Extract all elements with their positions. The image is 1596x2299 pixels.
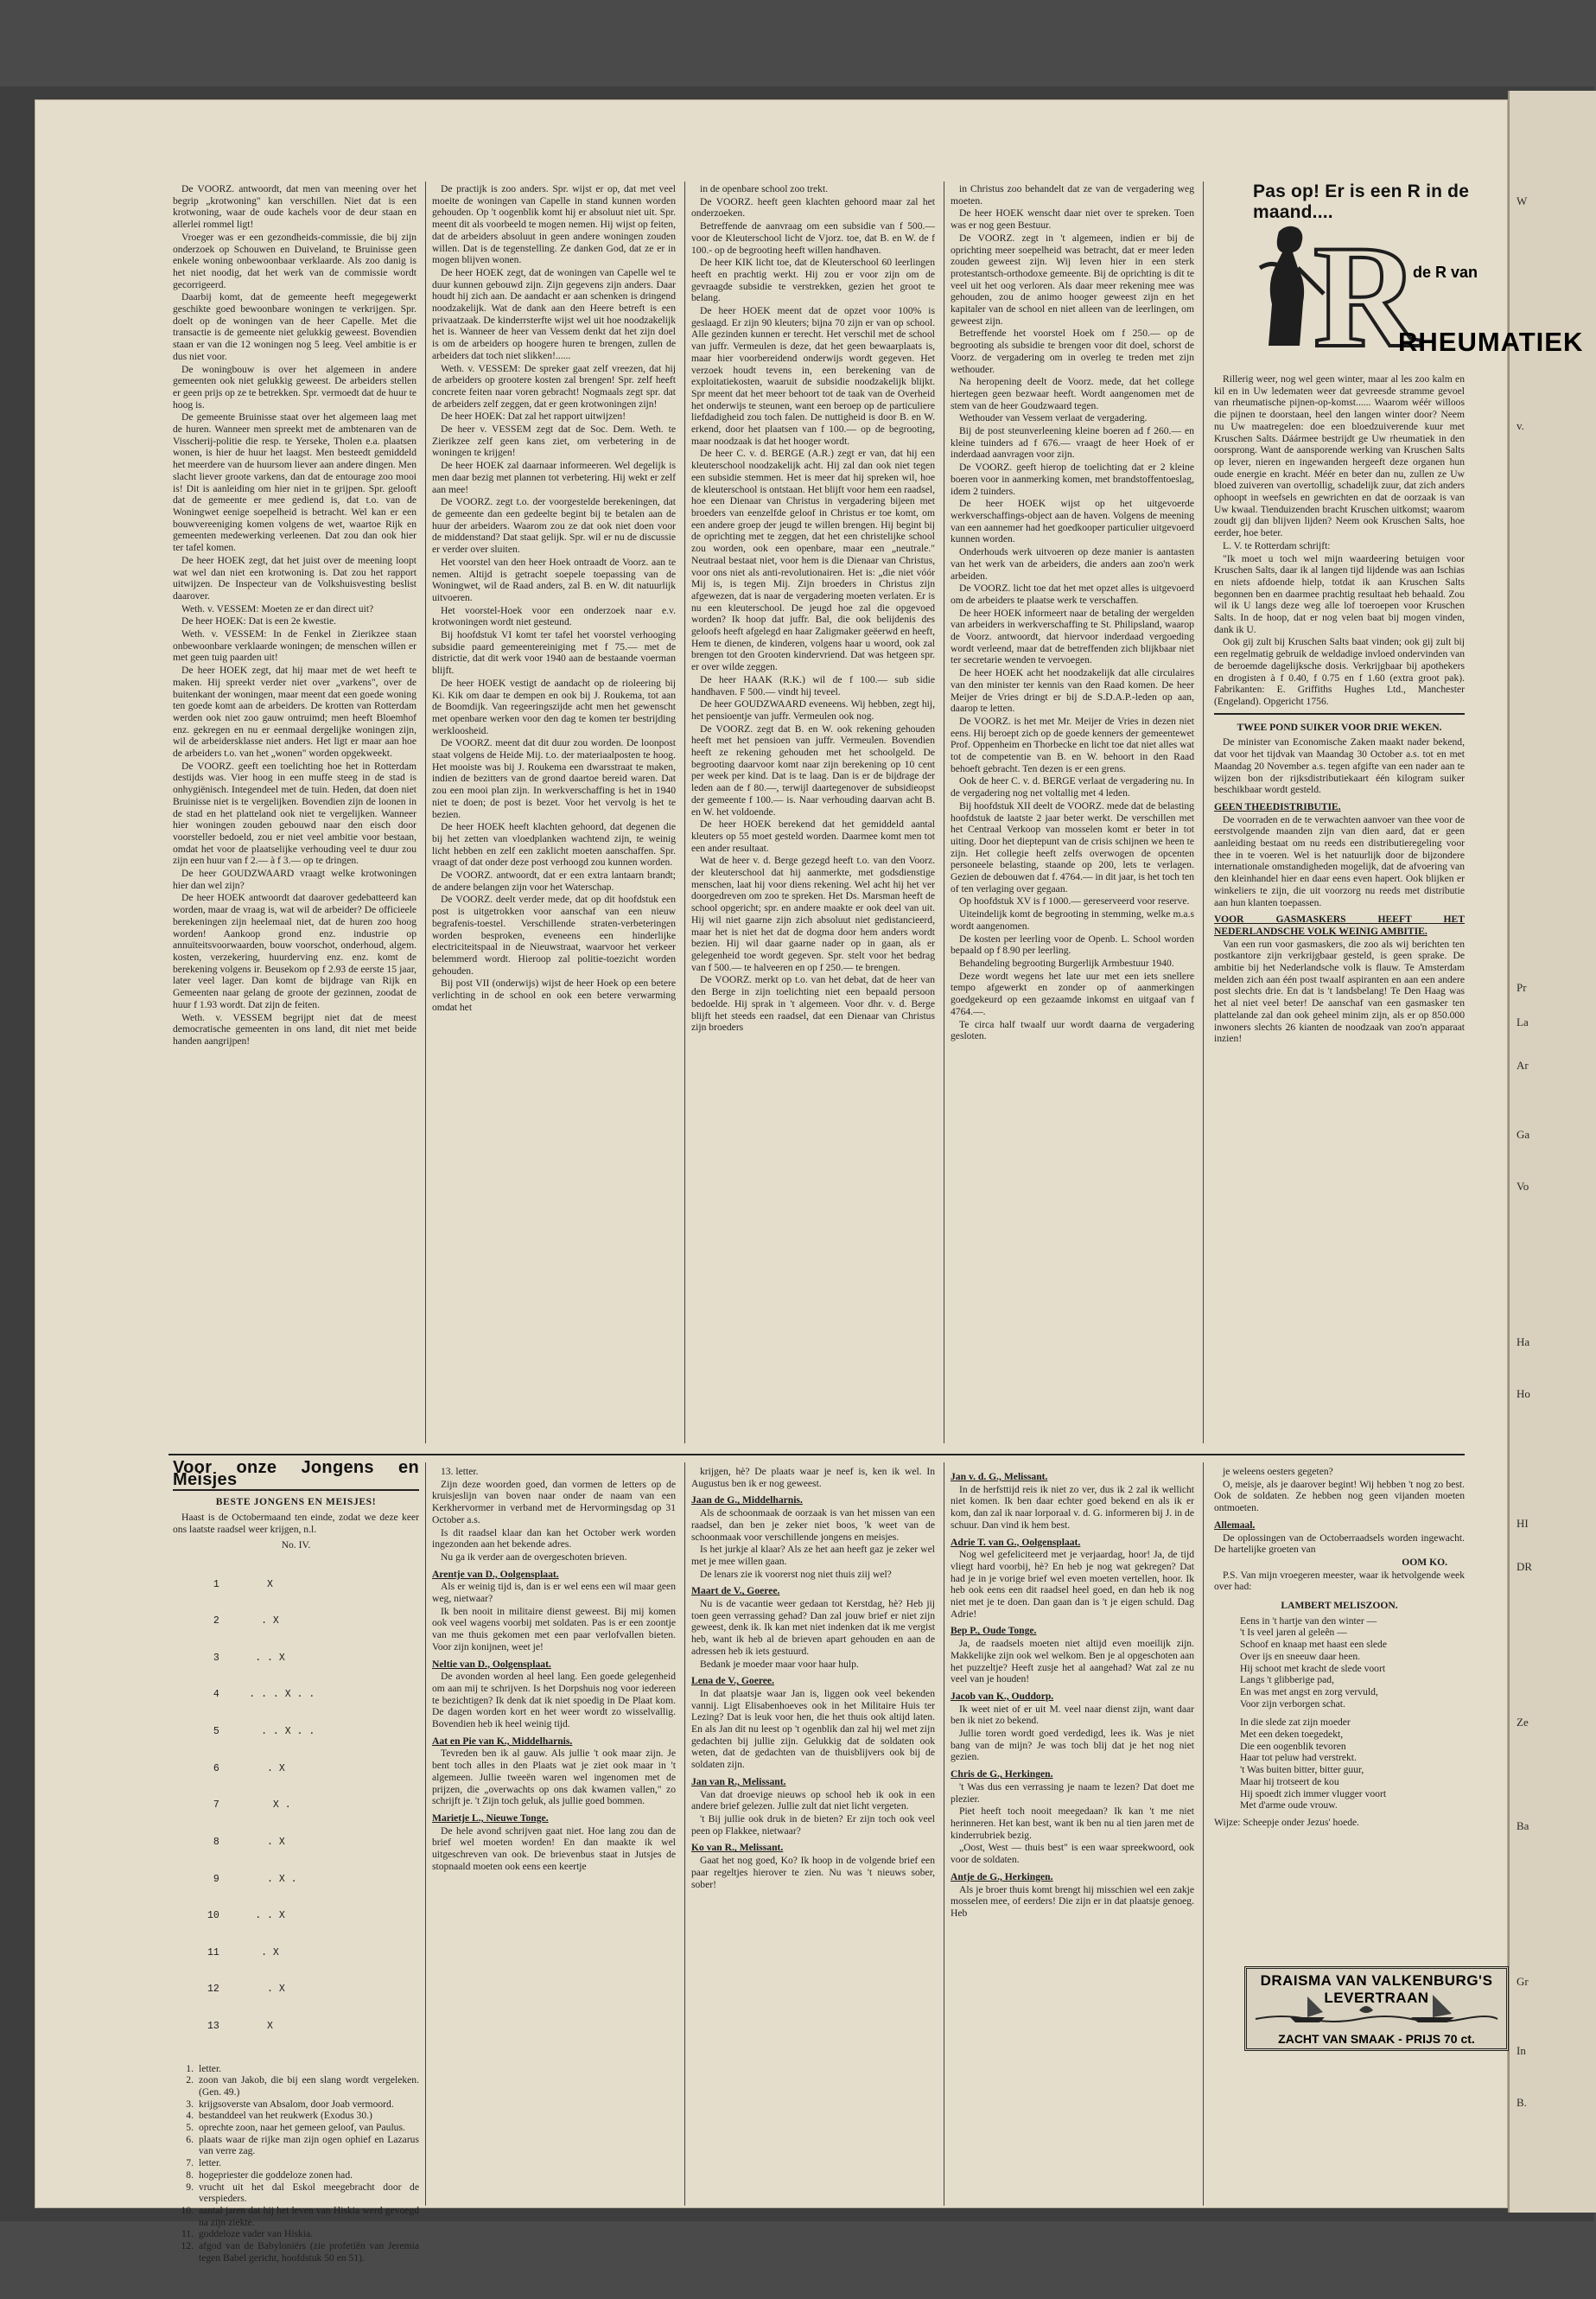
puzzle-row: 4 . . . X . . xyxy=(207,1689,315,1701)
poem-line: Schoof en knaap met haast een slede xyxy=(1240,1639,1387,1651)
paragraph: O, meisje, als je daarover begint! Wij hebben 't nog zo best. Ook de soldaten. Ze hebben nog geen vijanden moeten ontmoeten. xyxy=(1214,1478,1465,1514)
clue-number: 8. xyxy=(186,2168,194,2181)
paragraph: De hele avond schrijven gaat niet. Hoe lang zou dan de brief wel moeten worden! En dan maakte ik wel uitgeschreven van ook. De brievenbus staat in Jutsjes de stopnaald moeten ook eens een keertje xyxy=(432,1825,676,1872)
clue-number: 11. xyxy=(181,2228,194,2240)
letter-recipient: Allemaal. xyxy=(1214,1519,1256,1531)
clue-text: krijgsoverste van Absalom, door Joab vermoord. xyxy=(199,2098,394,2110)
clue-number: 4. xyxy=(186,2110,194,2122)
letter-recipient: Aat en Pie van K., Middelharnis. xyxy=(432,1735,573,1747)
paragraph: Bedank je moeder maar voor haar hulp. xyxy=(700,1658,859,1670)
paragraph: De heer HOEK zegt, dat hij maar met de wet heeft te maken. Hij spreekt verder niet over „varkens", over de buitenkant der woningen, maar meent dat een goede woning ten goede komt aan de arbeiders. De krotten van Rotterdam werden ook niet zoo gauw ontruimd; men heeft Bloemhof enz. gekregen en nu er eenmaal dergelijke woningen zijn, wil de arbeidersklasse niet anders. Het ligt er maar aan hoe de arbeiders t.o. van het „wonen" worden opgekweekt. xyxy=(173,665,416,760)
paragraph: Als je broer thuis komt brengt hij misschien wel een zakje mosselen mee, of eerders! Die zijn er in dat plaatsje genoeg. Heb xyxy=(951,1883,1194,1919)
paragraph: Vroeger was er een gezondheids-commissie, die bij zijn onderzoek op Schouwen en Duiveland, te Bruinisse geen enkele woning onbewoonbaar verklaarde. Als zoo danig is het niet noodig, dat het werk van de commissie wordt gecorrigeerd. xyxy=(173,231,416,290)
paragraph: Als er weinig tijd is, dan is er wel eens een wil maar geen weg, nietwaar? xyxy=(432,1581,676,1605)
clue-text: vrucht uit het dal Eskol meegebracht door de verspieders. xyxy=(199,2181,419,2205)
clue-text: oprechte zoon, naar het gemeen geloof, van Paulus. xyxy=(199,2122,405,2134)
paragraph: De gemeente Bruinisse staat over het algemeen laag met de huren. Wanneer men spreekt met de ambtenaren van de Visscherij-politie die resp. te Yerseke, Tholen e.a. plaatsen wonen, is hier de huur het laagst. Men besteedt gemiddeld het meerdere van de huursom liever aan andere dingen. Men slacht liever groote varkens, dan dat de entourage zoo mooi is! Dit is aanleiding om hier niet in te grijpen. Spr. gelooft dat de gemeente er mee gediend is, dat t.o. van de Woningwet eenige soepelheid is betracht. Wel kan er een bouwvereeniging komen volgens de wet, waartoe Rijk en gemeenten medewerking verleenen. Dat zou dan ook hier ter tafel komen. xyxy=(173,411,416,554)
kids-column-5 xyxy=(1214,1466,1465,1958)
paragraph: De heer GOUDZWAARD eveneens. Wij hebben, zegt hij, het pensioentje van juffr. Vermeulen ook nog. xyxy=(691,698,935,722)
edge-fragment: Pr xyxy=(1517,981,1527,994)
paragraph: De heer HOEK acht het noodzakelijk dat alle circulaires van den minister ter kennis van den Raad komen. De heer Meijer de Vries dringt er bij de S.D.A.P.-leden op aan, daarop te letten. xyxy=(951,667,1194,715)
paragraph: De oplossingen van de Octoberraadsels worden ingewacht. De hartelijke groeten van xyxy=(1214,1532,1465,1556)
poem-line: Voor zijn verborgen schat. xyxy=(1240,1697,1345,1710)
paragraph: Wethouder van Vessem verlaat de vergadering. xyxy=(959,412,1148,424)
paragraph: 13. letter. xyxy=(441,1466,479,1477)
paragraph: De practijk is zoo anders. Spr. wijst er op, dat met veel moeite de woningen van Capelle in stand kunnen worden gehouden. Op 't oogenblik komt hij er absoluut niet uit. Spr. meent dit als voorbeeld te mogen nemen. Hij wijst op feiten, dat de arbeiders absoluut in geen andere woningen zouden willen. Dat is de tegenstelling. Ze danken God, dat ze er in mogen blijven wonen. xyxy=(432,183,676,266)
paragraph: Haast is de Octobermaand ten einde, zodat we deze keer ons laatste raadsel weer krijgen, n.l. xyxy=(173,1512,419,1535)
paragraph: Weth. v. VESSEM: In de Fenkel in Zierikzee staan onbewoonbare verklaarde woningen; de menschen willen er met geen tuig paarden uit! xyxy=(173,628,416,664)
paragraph: „Oost, West — thuis best" is een waar spreekwoord, ook voor de soldaten. xyxy=(951,1842,1194,1866)
paragraph: Daarbij komt, dat de gemeente heeft megegewerkt geschikte goed bewoonbare woningen te verkrijgen. Spr. doelt op de woningen van de heer Capelle. Met die transactie is de gemeente niet gelukkig geweest. Bovendien staan er van die 12 woningen nog 5 leeg. Veel ambitie is er dus niet voor. xyxy=(173,291,416,362)
paragraph: Nog wel gefeliciteerd met je verjaardag, hoor! Ja, de tijd vliegt hard voorbij, hè? En heb je nog wat gekregen? Dat had je in je vorige brief wel even moeten vertellen, hoor. Ik heb ook eens een dit raadsel heel goed, en dan heb ik nog niet met je te doen. Dan gaan dan is 't je eigen schuld. Dag Adrie! xyxy=(951,1549,1194,1620)
paragraph: De heer GOUDZWAARD vraagt welke krotwoningen hier dan wel zijn? xyxy=(173,868,416,891)
paragraph: in de openbare school zoo trekt. xyxy=(700,183,829,194)
paragraph: Bij hoofdstuk VI komt ter tafel het voorstel verhooging subsidie paard gemeentereiniging met f 75.— met de districtie, dat dit werk voor 1940 aan de bestaande voerman blijft. xyxy=(432,629,676,677)
paragraph: Weth. v. VESSEM begrijpt niet dat de meest democratische gemeenten in ons land, dit niet met beide handen aangrijpen! xyxy=(173,1011,416,1047)
paragraph: De VOORZ. geeft een toelichting hoe het in Rotterdam destijds was. Vier hoog in een muffe steeg in de stad is onhygiënisch. Integendeel met de tuin. Heden, dat doen niet Bruinisse niet is te vergelijken. Bovendien zijn de loonen in de stad en het platteland ook niet te vergelijken. Wanneer hier woningen zouden gebouwd naar den eisch door voorsteller bedoeld, zou er niet veel ambitie voor bestaan, omdat het voor de plaatselijke verhouding veel te duur zou zijn een huur van f 2.— à f 3.— op te dringen. xyxy=(173,760,416,867)
paragraph: De heer HOEK meent dat de opzet voor 100% is geslaagd. Er zijn 90 kleuters; bijna 70 zijn er van op school. Alle gezinden kunnen er terecht. Het verschil met de school van juffr. Vermeulen is deze, dat het geen bewaarplaats is, maar hier voorbereidend onderwijs wordt gegeven. Het verzoek houdt tevens in, een berekening van de exploitatiekosten, waaruit de subsidie noodzakelijk blijkt. Spr meent dat het meer behoort tot de taak van de Overheid het onderwijs te steunen, want een beroep op de particuliere liefdadigheid zou toch falen. De nuttigheid is door B. en W. erkend, door het plaatsen van f 100.— op de begrooting, maar noodzaak is dat het hooger wordt. xyxy=(691,305,935,447)
column-5 xyxy=(1214,373,1465,1419)
paragraph: De woningbouw is over het algemeen in andere gemeenten ook niet gelukkig geweest. De arbeiders stellen er geen prijs op ze te betrekken. Spr. vermoedt dat de huur te hoog is. xyxy=(173,363,417,411)
edge-fragment: Ba xyxy=(1517,1819,1529,1832)
paragraph: Gaat het nog goed, Ko? Ik hoop in de volgende brief een paar regeltjes hierover te zien. Nu was 't nieuws sober, sober! xyxy=(691,1855,935,1890)
poem xyxy=(1240,1615,1465,1812)
adjacent-page-edge xyxy=(1508,91,1596,2213)
poem-line: Hij spoedt zich immer vlugger voort xyxy=(1240,1787,1387,1799)
paragraph: Behandeling begrooting Burgerlijk Armbestuur 1940. xyxy=(959,958,1174,969)
paragraph: De VOORZ. meent dat dit duur zou worden. De loonpost staat volgens de Heide Mij. t.o. der materiaalposten te hoog. Het mooiste was bij J. Roukema een dwarsstraat te maken, indien de bezitters van de grond daartoe bereid waren. Dat zou een mooi plan zijn. In werkverschaffing is het in 1940 niet te doen; de post is bezet. Voor het vervolg is het te bezien. xyxy=(432,737,676,820)
clue-item xyxy=(173,2228,419,2240)
paragraph: De heer v. VESSEM zegt dat de Soc. Dem. Weth. te Zierikzee zelf geen kans ziet, om verbetering in de woningen te krijgen! xyxy=(432,424,676,459)
letter-recipient: Marietje L., Nieuwe Tonge. xyxy=(432,1812,549,1824)
paragraph: De VOORZ. zegt t.o. der voorgestelde berekeningen, dat de gemeente dan een gedeelte begint bij te betalen aan de huur der arbeiders. Waarom zou ze dat ook niet doen voor de middenstand? Dat staat gelijk. Spr. wil er nu de discussie er verder over sluiten. xyxy=(432,496,676,556)
clue-text: afgod van de Babyloniërs (zie profetiën van Jeremia tegen Babel gericht, hoofdstuk 50 en 51). xyxy=(199,2240,419,2264)
kids-column-1 xyxy=(173,1458,419,2264)
puzzle-row: 8 . X xyxy=(207,1836,285,1848)
clue-item xyxy=(173,2122,419,2134)
puzzle-row: 10 . . X xyxy=(207,1910,285,1922)
paragraph: Deze wordt wegens het late uur met een iets snellere tempo afgewerkt en zonder op of aanmerkingen goedgekeurd op een gezaamde inkomst en uitgaaf van f 4764.—. xyxy=(951,970,1194,1017)
paragraph: Bij de post steunverleening kleine boeren ad f 260.— en kleine tuinders ad f 676.— vraagt de heer Hoek of er inderdaad aanvragen voor zijn. xyxy=(951,425,1194,461)
fishing-boat-illustration xyxy=(1256,1993,1493,2026)
paragraph: "Ik moet u toch wel mijn waardeering betuigen voor Kruschen Salts, daar ik al langen tijd lijdende was aan Ischias en niets afdoende hielp, totdat ik aan Kruschen Salts begonnen ben en daarmee prachtig resultaat heb behaald. Zou wil ik U langs deze weg alle lof toeroepen voor Kruschen Salts. In de hoop, dat er nog velen baat bij mogen vinden, dank ik U. xyxy=(1214,552,1465,635)
article-heading: GEEN THEEDISTRIBUTIE. xyxy=(1214,800,1341,812)
clue-text: letter. xyxy=(199,2062,222,2074)
paragraph: Rillerig weer, nog wel geen winter, maar al les zoo kalm en kil en in Uw ledematen weer dat gevreesde stramme gevoel van rheumatische pijnen-op-komst...... Waarom wéér willoos die pijnen te doorstaan, heel den langen winter door? Neem nu Uw maatregelen: doe een bloedzuiverende kuur met Kruschen Salts. Dáármee bestrijdt ge Uw rheumatiek in den oorsprong. Want de aansporende werking van Kruschen Salts op lever, nieren en ingewanden hergeeft deze organen hun oude energie en kracht. Méér en beter dan nu, zullen ze Uw bloed zuiveren van overtollig, schadelijk zuur, dat zich anders ophoopt in weefsels en gewrichten en dat de oorzaak is van Uw kwaal. Tienduizenden bracht Kruschen uitkomst; waarom zoudt gij dan blijven lijden? Neem ook Kruschen Salts, hoe eerder, hoe beter. xyxy=(1214,373,1465,539)
poem-line: 't Was buiten bitter, bitter guur, xyxy=(1240,1764,1364,1776)
paragraph: De heer HOEK vestigt de aandacht op de rioleering bij Ki. Kik om daar te dempen en ook bij J. Roukema, tot aan de Boomdijk. Van regeeringszijde acht men het gewenscht met openbare werken voor den dag te komen ter bestrijding werkloosheid. xyxy=(432,677,676,736)
paragraph: De heer HOEK informeert naar de betaling der wergelden van arbeiders in werkverschaffing te St. Philipsland, waarop de Voorz. antwoordt, dat hiervoor inderdaad vergoeding wordt verleend, maar dat de betreffenden zich blijkbaar niet ter secretarie wenden te vervoegen. xyxy=(951,607,1194,666)
paragraph: Ik ben nooit in militaire dienst geweest. Bij mij komen ook veel wagens voorbij met soldaten. Pas is er een zoontje van me thuis gekomen met een paar verlofvallen bieten. Voor zijn konijnen, weet je! xyxy=(432,1605,676,1653)
edge-fragment: W xyxy=(1517,194,1528,207)
poem-line: Met d'arme oude vrouw. xyxy=(1240,1799,1338,1812)
letter-recipient: Antje de G., Herkingen. xyxy=(951,1870,1053,1882)
paragraph: Wat de heer v. d. Berge gezegd heeft t.o. van den Voorz. der kleuterschool dat hij aanmerkte, met godsdienstige menschen, laat hij voor diens rekening. Wel acht hij het ver doorgedreven om zoo te spreken. Het Ds. Marsman heeft de school opgericht; spr. en andere maakte er ook deel van uit. Hij wil niet gaarne zijn zich absoluut niet gedistancieerd, maar het is niet het dat de dogma door hem anders wordt bezien. Hij wil daar gaarne nader op in gaan, als er gelegenheid toe wordt gegeven. Spr. stelt voor het bedrag van f 500.— te halveeren en op f 250.— te brengen. xyxy=(691,855,935,973)
letter-recipient: Maart de V., Goeree. xyxy=(691,1585,780,1597)
kids-column-3 xyxy=(691,1466,935,2209)
edge-fragment: Gr xyxy=(1517,1975,1529,1988)
paragraph: L. V. te Rotterdam schrijft: xyxy=(1223,539,1331,551)
clue-number: 12. xyxy=(181,2240,194,2252)
paragraph: De VOORZ. is het met Mr. Meijer de Vries in dezen niet eens. Hij beroept zich op de goede kenners der gemeentewet Prof. Oppenheim en Thorbecke en licht toe dat niet alles wat tot de competentie van B. en W. behoort in den Raad behoeft gebracht. Ten dezen is er een grens. xyxy=(951,715,1194,774)
letter-recipient: Bep P., Oude Tonge. xyxy=(951,1625,1037,1637)
edge-fragment: Ze xyxy=(1517,1716,1529,1729)
column-rule xyxy=(1203,1462,1204,2206)
kids-column-2 xyxy=(432,1466,676,2209)
svg-text:R: R xyxy=(1313,215,1420,378)
clue-text: goddeloze vader van Hiskia. xyxy=(199,2228,313,2240)
clue-text: plaats waar de rijke man zijn ogen ophief en Lazarus van verre zag. xyxy=(199,2133,419,2157)
edge-fragment: La xyxy=(1517,1016,1529,1028)
poem-line: 't Is veel jaren al geleên — xyxy=(1240,1627,1347,1639)
paragraph: Als de schoonmaak de oorzaak is van het missen van een raadsel, dan ben je zeker niet boos, 'k weet van de schoonmaak voor verschillende jongens en meisjes. xyxy=(691,1507,935,1543)
banner-rule xyxy=(173,1489,419,1491)
column-4 xyxy=(951,183,1194,1419)
puzzle-row: 9 . X . xyxy=(207,1873,297,1885)
puzzle-row: 13 X xyxy=(207,2020,273,2032)
paragraph: De heer HOEK heeft klachten gehoord, dat degenen die bij het zetten van vloedplanken wachtend zijn, te weinig licht hebben en zelf een zaklicht moeten aanschaffen. Spr. vraagt of dat onder deze post verhoogd zou kunnen worden. xyxy=(432,821,676,869)
poem-title: LAMBERT MELISZOON. xyxy=(1281,1600,1398,1612)
column-3 xyxy=(691,183,935,1419)
paragraph: Tevreden ben ik al gauw. Als jullie 't ook maar zijn. Je bent toch alles in den Plaats wat je ziet ook maar in 't algemeen. Jullie tweeën waren wel ingenomen met de prijzen, die „overwachts op ons dak kwamen vallen," zo schrijft je. 't Zijn toch geluk, als jullie goed bommen. xyxy=(432,1748,676,1807)
paragraph: De heer HOEK wenscht daar niet over te spreken. Toen was er nog geen Bestuur. xyxy=(951,207,1194,232)
puzzle-row: 3 . . X xyxy=(207,1652,285,1664)
paragraph: De heer C. v. d. BERGE (A.R.) zegt er van, dat hij een kleuterschool noodzakelijk acht. Hij zal dan ook niet tegen een subsidie stemmen. Het is meer dat hij spreken wil, hoe de kleuterschool is ontstaan. Het blijft voor hem een raadsel, hoe een Dienaar van Christus in vergadering bijeen met broeders van eenzelfde geloof in Christus er toe komt, om een andere groep der jeugd te willen brengen. Hij begint bij de oprichting met te zeggen, dat het een christelijke school zou worden, ook een openbare, maar een „neutrale." Neutraal bestaat niet, voor hem is die Dienaar van Christus, voor ons niet als anti-revolutionairen. Het is: „die niet vóór Mij is, is tegen Mij. Zijn broeders in Christus zijn afgewezen, dat is naar de vergadering moeten verlaten. Er is nu een kleuterschool. De jeugd hoe zal die opgevoed worden? Ik hoop dat juffr. Bal, die ook belijdenis des geloofs heeft afgelegd en haar Zaligmaker geëerwd en heeft, Hem te dienen, de kinderen, volgens haar u woord, ook zal brengen tot den Grooten kindervriend. Dat was hetgeen spr. er over wilde zeggen. xyxy=(691,448,935,673)
paragraph: De minister van Economische Zaken maakt nader bekend, dat voor het tijdvak van Maandag 30 October a.s. tot en met Maandag 20 November a.s. tegen afgifte van een nader aan te wijzen bon der rijksdistributiekaart één kilogram suiker beschikbaar wordt gesteld. xyxy=(1214,736,1465,796)
kids-column-4 xyxy=(951,1466,1194,2209)
poem-line: Haar tot peluw had verstrekt. xyxy=(1240,1752,1357,1764)
paragraph: Zijn deze woorden goed, dan vormen de letters op de kruisjeslijn van boven naar onder de naam van een Kerkhervormer in verband met de Hervormingsdag op 31 October a.s. xyxy=(432,1478,676,1525)
paragraph: Ik weet niet of er uit M. veel naar dienst zijn, want daar ben ik niet zo bekend. xyxy=(951,1703,1194,1727)
article-heading: TWEE POND SUIKER VOOR DRIE WEKEN. xyxy=(1237,721,1442,733)
clue-text: zoon van Jakob, die bij een slang wordt vergeleken. (Gen. 49.) xyxy=(199,2074,419,2098)
edge-fragment: DR xyxy=(1517,1560,1533,1573)
clue-number: 6. xyxy=(186,2133,194,2145)
poem-line: Met een deken toegedekt, xyxy=(1240,1729,1344,1741)
letter-recipient: Jan v. d. G., Melissant. xyxy=(951,1471,1048,1482)
edge-fragment: In xyxy=(1517,2044,1526,2057)
clue-item xyxy=(173,2157,419,2169)
column-rule xyxy=(684,1462,685,2206)
puzzle-row: 2 . X xyxy=(207,1615,279,1627)
advert-slogan: ZACHT VAN SMAAK - PRIJS 70 ct. xyxy=(1278,2032,1475,2046)
puzzle-row: 5 . . X . . xyxy=(207,1726,315,1738)
paragraph: krijgen, hè? De plaats waar je neef is, ken ik wel. In Augustus ben ik er nog geweest. xyxy=(691,1466,935,1489)
paragraph: Uiteindelijk komt de begrooting in stemming, welke m.a.s wordt aangenomen. xyxy=(951,908,1194,932)
crossword-puzzle xyxy=(207,1554,419,2057)
poem-line: Die een oogenblik tevoren xyxy=(1240,1740,1346,1752)
clue-number: 9. xyxy=(186,2181,194,2193)
paragraph: Betreffende de aanvraag om een subsidie van f 500.— voor de Kleuterschool licht de Vjorz. toe, dat B. en W. de f 100.- op de begrooting heeft willen handhaven. xyxy=(691,220,935,256)
edge-fragment: Ho xyxy=(1517,1387,1530,1400)
paragraph: 't Bij jullie ook druk in de bieten? Er zijn toch ook veel peen op Flakkee, nietwaar? xyxy=(691,1812,935,1837)
clue-list xyxy=(173,2063,419,2264)
paragraph: Ook de heer C. v. d. BERGE verlaat de vergadering nu. In de vergadering nog net voltallig met 4 leden. xyxy=(951,775,1194,799)
paragraph: De lenars zie ik voorerst nog niet thuis ziij wel? xyxy=(700,1568,892,1580)
paragraph: De VOORZ. licht toe dat het met opzet alles is uitgevoerd om de arbeiders te plaatse werk te verschaffen. xyxy=(951,583,1194,606)
puzzle-row: 7 X . xyxy=(207,1799,291,1812)
paragraph: Van dat droevige nieuws op school heb ik ook in een andere brief gelezen. Jullie zult dat niet licht vergeten. xyxy=(691,1788,935,1812)
paragraph: Ja, de raadsels moeten niet altijd even moeilijk zijn. Makkelijke zijn ook wel welkom. Ben je al opgeschoten aan het puzzeltje? Heeft zusje het al aangehad? Wat zal ze nu veel van je houden! xyxy=(951,1638,1194,1685)
poem-line: Maar hij trotseert de kou xyxy=(1240,1775,1339,1787)
edge-fragment: v. xyxy=(1517,419,1524,432)
paragraph: Van een run voor gasmaskers, die zoo als wij berichten ten postkantore zijn verkrijgbaar gesteld, is geen sprake. De ambitie bij het Nederlandsche volk is flauw. Te Amsterdam melden zich aan één post twaalf aspiranten en aan een andere post slechts drie. En dat is 't landsbelang! Te Den Haag was het al niet veel beter! De aanschaf van een gasmasker ten plattelande zal dan ook geheel minim zijn, als er op 850.000 inwoners slechts 26 kianten de noodzaak van zoo'n apparaat inzien! xyxy=(1214,938,1465,1045)
clue-item xyxy=(173,2098,419,2111)
edge-fragment: Ar xyxy=(1517,1059,1529,1072)
paragraph: De heer HOEK zal daarnaar informeeren. Wel degelijk is men daar bezig met plannen tot verbetering. Hij wekt er zelf aan mee! xyxy=(432,460,676,495)
edge-fragment: B. xyxy=(1517,2096,1527,2109)
paragraph: De VOORZ. merkt op t.o. van het debat, dat de heer van den Berge in zijn toelichting niet een bepaald persoon bedoelde. Hij sprak in 't algemeen. Voor dhr. v. d. Berge blijft het steeds een raadsel, dat een Dienaar van Christus zijn broeders xyxy=(691,974,935,1034)
paragraph: je weleens oesters gegeten? xyxy=(1223,1466,1333,1477)
paragraph: Is het jurkje al klaar? Als ze het aan heeft gaz je zeker wel met je mee willen gaan. xyxy=(691,1544,935,1567)
puzzle-row: 6 . X xyxy=(207,1762,285,1774)
paragraph: Onderhouds werk uitvoeren op deze manier is aantasten van het werk van de arbeiders, die anders aan zoo'n werk arbeiden. xyxy=(951,546,1194,582)
advert-headline: Pas op! Er is een R in de maand.... xyxy=(1253,182,1470,222)
clue-number: 3. xyxy=(186,2098,194,2110)
letter-recipient: Jan van R., Melissant. xyxy=(691,1775,786,1787)
letter-recipient: Chris de G., Herkingen. xyxy=(951,1768,1053,1780)
poem-line: En was met angst en zorg vervuld, xyxy=(1240,1685,1378,1697)
letter-recipient: Jacob van K., Ouddorp. xyxy=(951,1690,1054,1702)
paragraph: Het voorstel van den heer Hoek ontraadt de Voorz. aan te nemen. Altijd is getracht soepele toepassing van de Woningwet, wil de Raad anders, zal B. en W. dit natuurlijk uitvoeren. xyxy=(432,556,676,603)
paragraph: Het voorstel-Hoek voor een onderzoek naar e.v. krotwoningen wordt niet gesteund. xyxy=(432,604,676,628)
section-divider xyxy=(169,1454,1465,1455)
letter-recipient: Adrie T. van G., Oolgensplaat. xyxy=(951,1536,1081,1548)
clue-number: 5. xyxy=(186,2122,194,2134)
clue-item xyxy=(173,2063,419,2075)
paragraph: De avonden worden al heel lang. Een goede gelegenheid om aan mij te schrijven. Is het Dorpshuis nog voor iedereen te bezichtigen? Ik denk dat ik niet spoedig in De Plaat kom. De dagen worden kort en het weer wordt zo wisselvallig. Bovendien heb ik heel weinig tijd. xyxy=(432,1671,676,1730)
clue-text: hogepriester die goddeloze zonen had. xyxy=(199,2168,353,2181)
clue-item xyxy=(173,2205,419,2228)
paragraph: De heer HOEK zegt, dat de woningen van Capelle wel te duur kunnen gebouwd zijn. Zijn gegevens zijn anders. Daar houdt hij zich aan. De aandacht er aan schenken is dringend noodzakelijk. Wat de dank aan den Heere betreft is een privaatzaak. De kinderrsterfte wijst wel uit hoe noodzakelijk het is. Wanneer de heer van Vessem denkt dat het zijn doel is om de arbeiders op hoogere huren te brengen, zullen de arbeiders dat toch niet slikken!...... xyxy=(432,266,676,361)
section-rule xyxy=(1214,713,1465,715)
paragraph: De VOORZ. antwoordt, dat men van meening over het begrip „krotwoning" kan verschillen. Niet dat is een krotwoning, waar de oude kachels voor de deur staan en allerlei rommel ligt! xyxy=(173,183,416,231)
column-rule xyxy=(425,1462,426,2206)
paragraph: Ook gij zult bij Kruschen Salts baat vinden; ook gij zult bij een regelmatig gebruik de weldadige invloed ondervinden van de beroemde dagelijksche dosis. Verkrijgbaar bij apothekers en drogisten à f 0.40, f 0.75 en f 1.60 (extra groot pak). Fabrikanten: E. Griffiths Hughes Ltd., Manchester (Engeland). Opgericht 1756. xyxy=(1214,636,1465,707)
paragraph: De VOORZ. heeft geen klachten gehoord maar zal het onderzoeken. xyxy=(691,195,935,220)
paragraph: De heer HOEK: Dat is een 2e kwestie. xyxy=(181,615,336,627)
clue-item xyxy=(173,2110,419,2122)
paragraph: Nu ga ik verder aan de overgeschoten brieven. xyxy=(441,1551,627,1563)
letter-recipient: Ko van R., Melissant. xyxy=(691,1842,784,1854)
paragraph: De VOORZ. antwoordt, dat er een extra lantaarn brandt; de andere belangen zijn voor het Waterschap. xyxy=(432,869,676,893)
poem-line: Eens in 't hartje van den winter — xyxy=(1240,1614,1377,1627)
paragraph: Weth. v. VESSEM: Moeten ze er dan direct uit? xyxy=(181,602,374,615)
article-heading: VOOR GASMASKERS HEEFT HET NEDERLANDSCHE VOLK WEINIG AMBITIE. xyxy=(1214,914,1465,937)
kids-salutation: BESTE JONGENS EN MEISJES! xyxy=(215,1496,377,1508)
paragraph: De kosten per leerling voor de Openb. L. School worden bepaald op f 8.90 per leerling. xyxy=(951,933,1194,957)
column-rule xyxy=(684,182,685,1443)
poem-line: Over ijs en sneeuw daar heen. xyxy=(1240,1650,1361,1662)
paragraph: Bij hoofdstuk XII deelt de VOORZ. mede dat de belasting hoofdstuk de laatste 2 jaar beter werkt. De verschillen met het Centraal Verkoop van mosselen komt er beter in tot uiting. Door het dieptepunt van de crisis schijnen we heen te zijn. Het collegie heeft zelfs overwogen de opcenten personeele belasting, staande op 200, lets te verlagen. Gezien de debouwen dat f. 4764.— in dit jaar, is het toch ten of ten verlaging over gegaan. xyxy=(951,799,1194,895)
letter-recipient: Jaan de G., Middelharnis. xyxy=(691,1494,803,1506)
paragraph: De heer HOEK: Dat zal het rapport uitwijzen! xyxy=(441,411,626,423)
clue-item xyxy=(173,2074,419,2098)
paragraph: Jullie toren wordt goed verdedigd, lees ik. Was je niet bang van de mijn? Je was toch blij dat je het nog niet gezien. xyxy=(951,1728,1194,1763)
clue-text: aantal jaren dat hij het leven van Hiskia werd gevoegd na zijn ziekte. xyxy=(199,2204,419,2228)
paragraph: Na heropening deelt de Voorz. mede, dat het college hiertegen geen bezwaar heeft. Wordt aangenomen met de stem van de heer Goudzwaard tegen. xyxy=(951,376,1194,411)
letter-recipient: Arentje van D., Oolgensplaat. xyxy=(432,1568,559,1580)
levertraan-advert xyxy=(1244,1966,1509,2051)
paragraph: Piet heeft toch nooit meegedaan? Ik kan 't me niet herinneren. Het kan best, want ik ben nu al tien jaren met de kinderrubriek bezig. xyxy=(951,1805,1194,1841)
paragraph: De heer HOEK berekend dat het gemiddeld aantal kleuters op 55 moet gesteld worden. Daarmee komt men tot een ander resultaat. xyxy=(691,818,935,854)
advert-subline: de R van xyxy=(1413,264,1478,281)
letter-recipient: Lena de V., Goeree. xyxy=(691,1675,774,1687)
paragraph: In de herfsttijd reis ik niet zo ver, dus ik 2 zal ik wellicht niet komen. Ik ben daar echter goed bekend en als ik er kom, dan zal ik naar lorporaal v. d. G. informeren bij J. in de schuur. Dan vind ik hem best. xyxy=(951,1483,1194,1531)
clue-text: letter. xyxy=(199,2157,222,2169)
edge-fragment: Ha xyxy=(1517,1335,1530,1348)
letter-recipient: Neltie van D., Oolgensplaat. xyxy=(432,1658,551,1670)
paragraph: Is dit raadsel klaar dan kan het October werk worden ingezonden aan het bekende adres. xyxy=(432,1526,676,1551)
paragraph: Te circa half twaalf uur wordt daarna de vergadering gesloten. xyxy=(951,1018,1194,1042)
puzzle-title: No. IV. xyxy=(281,1538,311,1551)
edge-fragment: HI xyxy=(1517,1517,1529,1530)
clue-item xyxy=(173,2134,419,2157)
puzzle-row: 1 X xyxy=(207,1578,273,1590)
clue-item xyxy=(173,2181,419,2205)
paragraph: De heer KIK licht toe, dat de Kleuterschool 60 leerlingen heeft en prachtig werkt. Hij zou er voor zijn om de gevraagde subsidie te verstrekken, gezien het groot te belang. xyxy=(691,257,935,304)
column-2 xyxy=(432,183,676,1419)
paragraph: Betreffende het voorstel Hoek om f 250.— op de begrooting als subsidie te brengen voor dit doel, schorst de Voorz. de vergadering om in overleg te treden met zijn wethouder. xyxy=(951,328,1194,375)
paragraph: De heer HOEK antwoordt dat daarover gedebatteerd kan worden, maar de vraag is, wat wil de arbeider? De officieele berekeningen zijn heelemaal niet, dat de huren zoo hoog worden! Aankoop grond enz. industrie op annuïteitsvoorwaarden, bouw voorschot, onderhoud, algem. kosten, verzekering, huurderving enz. enz. komt de berekening volgens ir. Beusekom op f 2.93 de eerste 15 jaar, later veel lager. Dan komt de bijdrage van Rijk en Gemeenten naar gelang de groote der gezinnen, zoodat de huur f 1.93 wordt. Dat zijn de feiten. xyxy=(173,892,416,1010)
advert-brand: DRAISMA VAN VALKENBURG'S LEVERTRAAN xyxy=(1260,1972,1493,2006)
paragraph: P.S. Van mijn vroegeren meester, waar ik hetvolgende week over had: xyxy=(1214,1569,1465,1593)
paragraph: De heer HOEK zegt, dat het juist over de meening loopt wat wel dan niet een krotwoning is. Dat zou het rapport uitwijzen. De Inspecteur van de Volkshuisvesting beslist daarover. xyxy=(173,554,416,602)
edge-fragment: Vo xyxy=(1517,1180,1529,1193)
clue-number: 2. xyxy=(186,2074,194,2086)
clue-text: bestanddeel van het reukwerk (Exodus 30.) xyxy=(199,2110,372,2122)
clue-number: 7. xyxy=(186,2157,194,2169)
column-1 xyxy=(173,183,416,1419)
clue-number: 10. xyxy=(181,2204,194,2216)
clue-item xyxy=(173,2240,419,2264)
paragraph: De VOORZ. geeft hierop de toelichting dat er 2 kleine boeren voor in aanmerking komen, met brandstoffentoeslag, idem 2 tuinders. xyxy=(951,462,1194,497)
kids-banner: Voor onze Jongens en Meisjes xyxy=(173,1458,419,1489)
paragraph: Weth. v. VESSEM: De spreker gaat zelf vreezen, dat hij de arbeiders op grootere kosten zal brengen! Spr. zelf heeft concrete feiten naar voren gebracht! Nogmaals zegt spr. dat de arbeiders zelf zeggen, dat er geen krotwoningen zijn! xyxy=(432,362,676,410)
paragraph: De VOORZ. deelt verder mede, dat op dit hoofdstuk een post is uitgetrokken voor aanschaf van een nieuw begrafenis-toestel. Verschillende straten-verbeteringen worden besproken, eveneens een hinderlijke electriciteitspaal in de Nieuwstraat, waarvoor het verkeer belemmerd wordt. Hieroop zal politie-toezicht worden gehouden. xyxy=(432,894,676,977)
paragraph: De heer HOEK wijst op het uitgevoerde werkverschaffings-object aan de haven. Volgens de meening van een aannemer had het goedkooper particulier uitgevoerd kunnen worden. xyxy=(951,498,1194,545)
puzzle-row: 12 . X xyxy=(207,1984,285,1996)
column-rule xyxy=(1203,182,1204,1443)
paragraph: De VOORZ. zegt dat B. en W. ook rekening gehouden heeft met het pensioen van juffr. Vermeulen. Bovendien heeft ze rekening gehouden met het schoolgeld. De begrooting daarvoor komt naar zijn berekening op 10 cent per week per kind. Dat is te laag. Dan is er de bijdrage der leden aan de f 80.—, terwijl daartegenover de subsidieopst der gemeente f 100.— is. Naar verhouding daarvan acht B. en W. het voldoende. xyxy=(691,723,935,818)
advert-word: RHEUMATIEK xyxy=(1398,327,1584,357)
puzzle-row: 11 . X xyxy=(207,1946,279,1958)
column-rule xyxy=(425,182,426,1443)
clue-item xyxy=(173,2169,419,2181)
paragraph: De voorraden en de te verwachten aanvoer van thee voor de eerstvolgende maanden zijn van dien aard, dat er geen aanleiding bestaat om nu reeds een distributieregeling voor thee in te voeren. Wel is het natuurlijk door de bijzondere internationale omstandigheden mogelijk, dat de afvoering van den kleinhandel hier en daar eens even hapert. Ook blijken er winkeliers te zijn, die uit voorzorg nu reeds met distributie aan hun klanten toepassen. xyxy=(1214,813,1465,908)
poem-line: In die slede zat zijn moeder xyxy=(1240,1716,1351,1729)
paragraph: De heer HAAK (R.K.) wil de f 100.— sub sidie handhaven. F 500.— vindt hij teveel. xyxy=(691,673,935,697)
rheumatism-advert xyxy=(1253,182,1584,378)
edge-fragment: Ga xyxy=(1517,1128,1530,1141)
clue-number: 1. xyxy=(186,2062,194,2074)
paragraph: Bij post VII (onderwijs) wijst de heer Hoek op een betere verlichting in de school en ook een betere verwarming omdat het xyxy=(432,978,676,1013)
paragraph: Nu is de vacantie weer gedaan tot Kerstdag, hè? Heb jij toen geen verrassing gehad? Dan zal jouw brief er niet zijn geweest, denk ik. Ik kan met niet indenken dat ik me vergist heb, want ik heb al de brieven apart gehouden en aan de adressen heb ik iets gestuurd. xyxy=(691,1598,935,1657)
tune-note: Wijze: Scheepje onder Jezus' hoede. xyxy=(1214,1816,1360,1828)
paragraph: 't Was dus een verrassing je naam te lezen? Dat doet me plezier. xyxy=(951,1780,1194,1805)
paragraph: De VOORZ. zegt in 't algemeen, indien er bij de oprichting meer soepelheid was betracht, dat er meer leden zouden geweest zijn. Wij leven hier in een sterk protestantsch-orthodoxe gemeente. Bij de oprichting is dit te veel uit het oog verloren. Als daar meer rekening mee was gehouden, zou de animo hooger geweest zijn en het kapitaler van de school en niet alleen van de leerlingen, om geweest zijn. xyxy=(951,232,1194,327)
paragraph: in Christus zoo behandelt dat ze van de vergadering weg moeten. xyxy=(951,183,1194,207)
paragraph: In dat plaatsje waar Jan is, liggen ook veel bekenden vannij. Ligt Elisabenhoeves ook in het Militaire Huis ter Lezing? Dat is leuk voor hen, die het thuis ook altijd laten. En als Jan dit nu leest op 't ogenblik dan zal hij wel met zijn gedachten bij jullie zijn. Gelukkig dat de soldaten ook weten, dat de gedachten van de thuisblijvers ook bij de soldaten zijn. xyxy=(691,1687,935,1771)
signature: OOM KO. xyxy=(1402,1556,1447,1568)
poem-line: Hij schoot met kracht de slede voort xyxy=(1240,1662,1386,1674)
paragraph: Op hoofdstuk XV is f 1000.— gereserveerd voor reserve. xyxy=(959,895,1190,908)
poem-line: Langs 't glibberige pad, xyxy=(1240,1674,1334,1686)
